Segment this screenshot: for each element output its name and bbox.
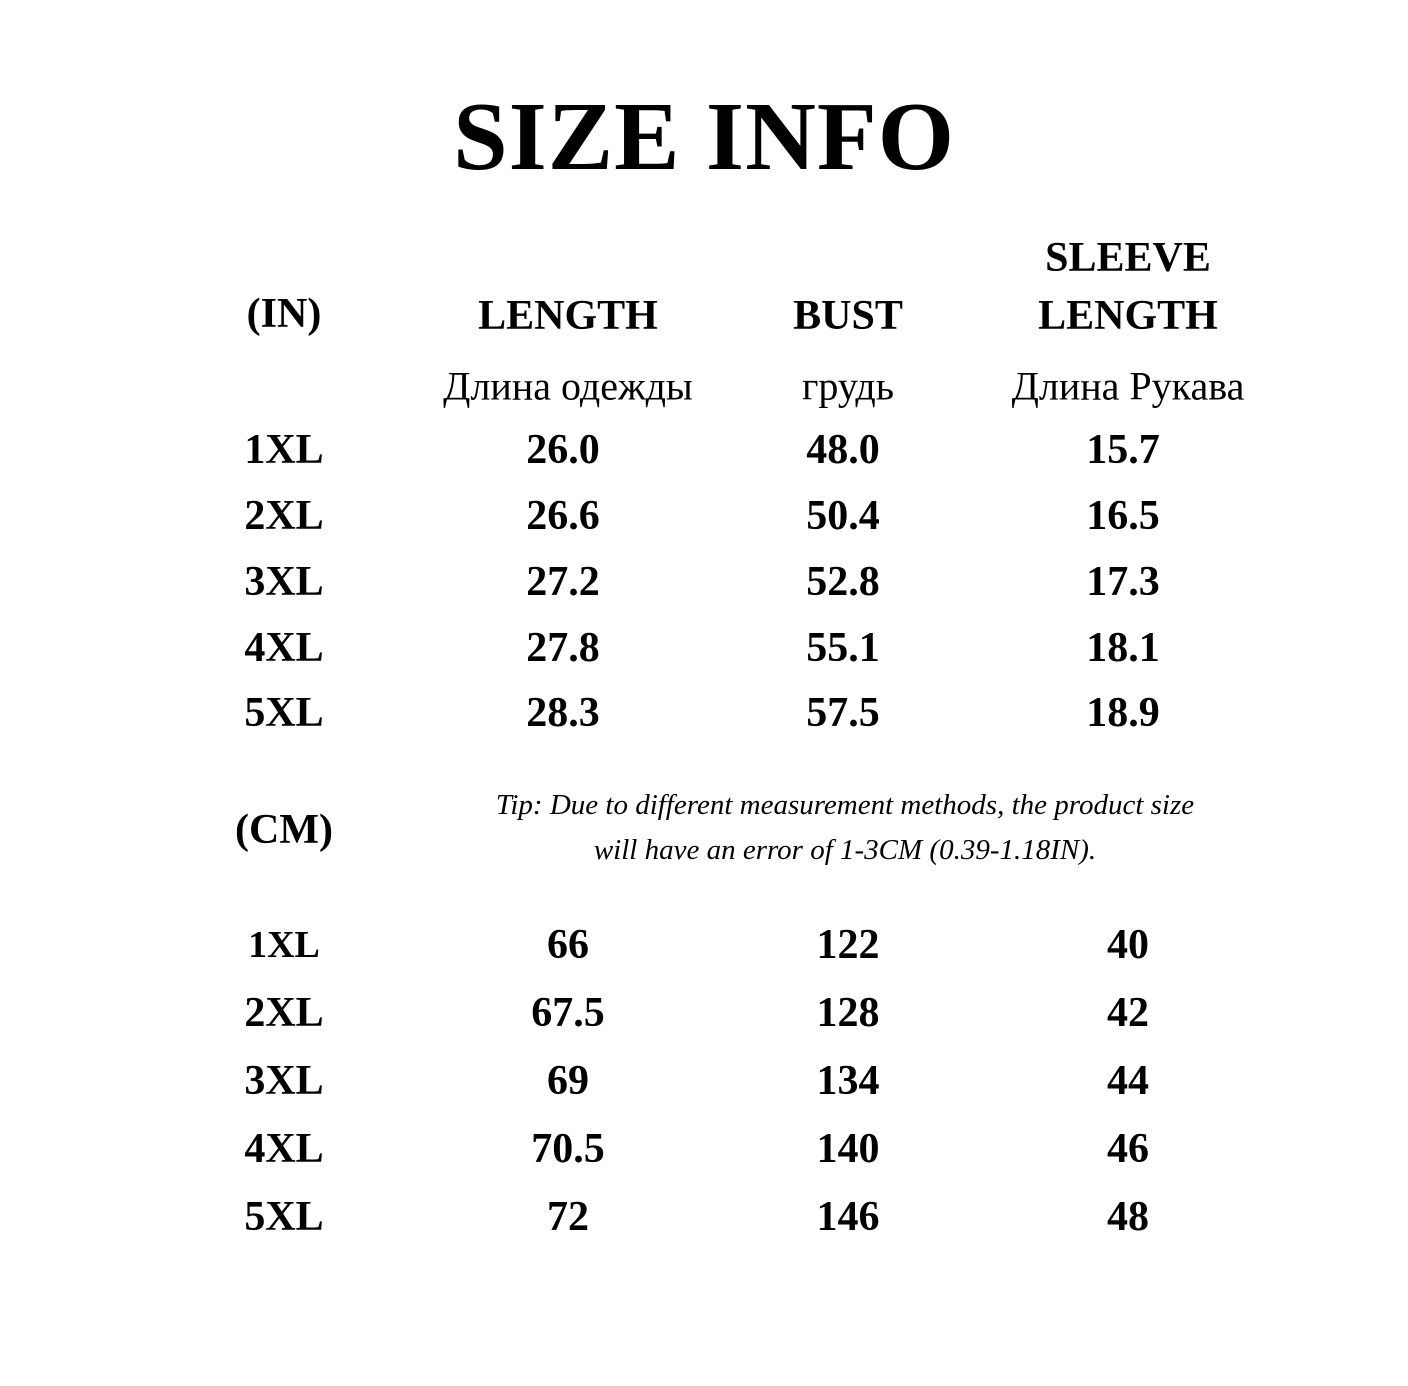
- header-length-ru: Длина одежды: [443, 363, 693, 409]
- cm-row-length: 66: [547, 922, 589, 968]
- header-length: LENGTH: [478, 293, 658, 339]
- inch-row-sleeve: 17.3: [1086, 559, 1160, 605]
- header-bust-ru: грудь: [802, 363, 894, 409]
- cm-row-length: 67.5: [531, 990, 605, 1036]
- cm-row-length: 70.5: [531, 1126, 605, 1172]
- inch-row-size: 3XL: [244, 559, 324, 605]
- page-title: SIZE INFO: [453, 83, 955, 191]
- header-sleeve-ru: Длина Рукава: [1011, 363, 1245, 409]
- cm-row-bust: 134: [816, 1058, 880, 1104]
- cm-row-size: 3XL: [244, 1058, 324, 1104]
- cm-row-size: 4XL: [244, 1126, 324, 1172]
- inch-row-sleeve: 18.9: [1086, 690, 1160, 736]
- inch-row-size: 4XL: [244, 625, 324, 671]
- cm-row-size: 1XL: [248, 924, 320, 966]
- cm-row-bust: 128: [816, 990, 880, 1036]
- inch-row-size: 2XL: [244, 493, 324, 539]
- inch-row-bust: 52.8: [806, 559, 880, 605]
- inch-row-size: 5XL: [244, 690, 324, 736]
- cm-row-length: 72: [547, 1194, 589, 1240]
- tip-line-2: will have an error of 1-3CM (0.39-1.18IN).: [593, 834, 1097, 866]
- cm-row-sleeve: 46: [1107, 1126, 1149, 1172]
- cm-row-sleeve: 44: [1107, 1058, 1149, 1104]
- tip-line-1: Tip: Due to different measurement methods, the product size: [495, 789, 1195, 821]
- inch-row-bust: 57.5: [806, 690, 880, 736]
- inch-row-size: 1XL: [244, 427, 324, 473]
- inch-row-bust: 55.1: [806, 625, 880, 671]
- cm-row-length: 69: [547, 1058, 589, 1104]
- unit-label-inches: (IN): [246, 291, 322, 337]
- inch-row-bust: 50.4: [806, 493, 880, 539]
- unit-label-cm: (CM): [235, 807, 333, 853]
- inch-row-length: 27.2: [526, 559, 600, 605]
- cm-row-sleeve: 40: [1107, 922, 1149, 968]
- cm-row-sleeve: 42: [1107, 990, 1149, 1036]
- inch-row-sleeve: 18.1: [1086, 625, 1160, 671]
- inch-row-length: 26.0: [526, 427, 600, 473]
- cm-row-sleeve: 48: [1107, 1194, 1149, 1240]
- cm-row-size: 2XL: [244, 990, 324, 1036]
- header-bust: BUST: [793, 293, 903, 339]
- cm-row-bust: 122: [816, 922, 880, 968]
- inch-row-length: 26.6: [526, 493, 600, 539]
- cm-row-bust: 140: [816, 1126, 880, 1172]
- inch-row-length: 27.8: [526, 625, 600, 671]
- inch-row-length: 28.3: [526, 690, 600, 736]
- header-sleeve-length: SLEEVE LENGTH: [1038, 235, 1218, 339]
- inch-row-sleeve: 16.5: [1086, 493, 1160, 539]
- cm-row-size: 5XL: [244, 1194, 324, 1240]
- inch-row-sleeve: 15.7: [1086, 427, 1160, 473]
- inch-row-bust: 48.0: [806, 427, 880, 473]
- cm-row-bust: 146: [816, 1194, 880, 1240]
- measurement-tip: [435, 783, 1255, 873]
